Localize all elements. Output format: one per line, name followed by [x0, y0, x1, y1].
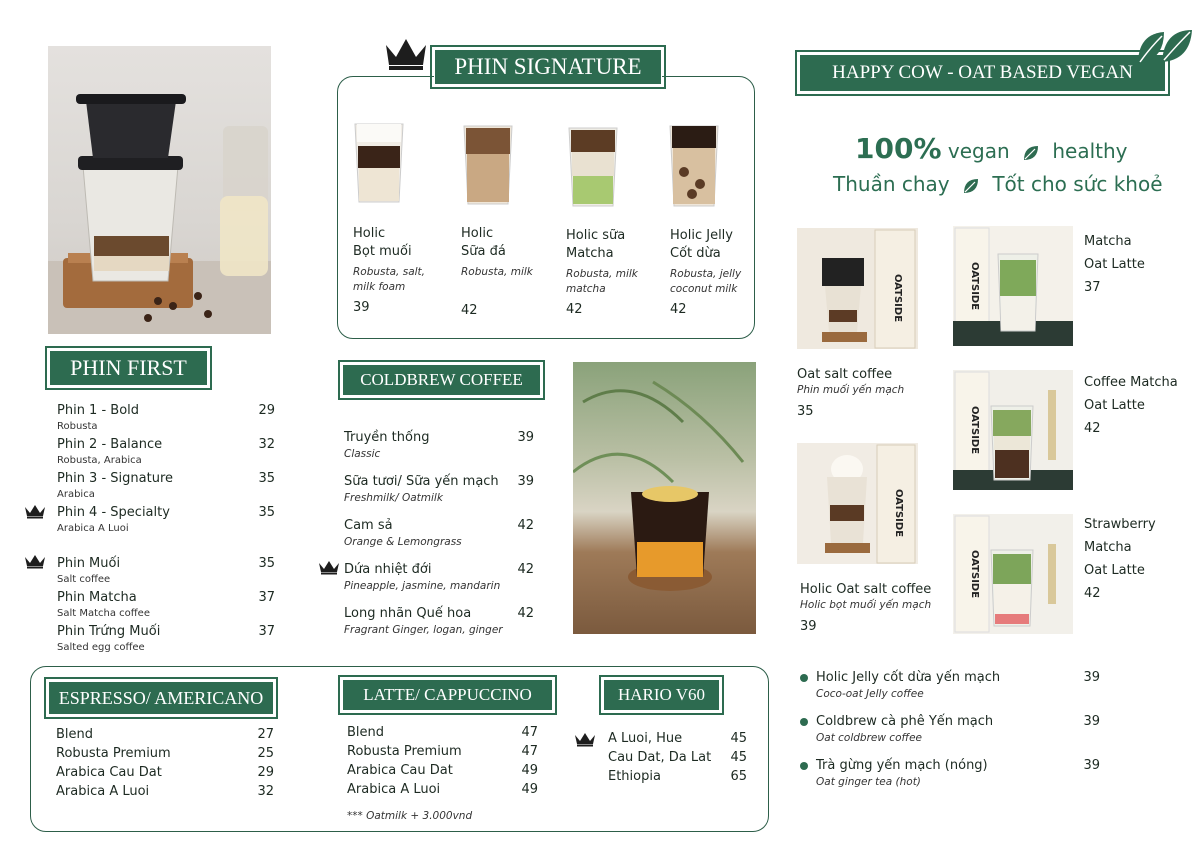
tag-vegan: vegan [947, 139, 1010, 163]
oatside-box-label: OATSIDE [893, 488, 904, 538]
menu-item[interactable] [608, 769, 747, 788]
latte-banner: LATTE/ CAPPUCCINO [342, 679, 553, 711]
item-price: 35 [258, 556, 275, 571]
oatside-box-label: OATSIDE [969, 261, 980, 311]
item-name: Long nhãn Quế hoa [344, 606, 472, 621]
oat-salt-coffee-item[interactable] [797, 367, 904, 419]
item-sub: Salt Matcha coffee [57, 608, 150, 619]
vegan-tagline-1 [855, 132, 1128, 165]
tag-tot-cho-suc-khoe: Tốt cho sức khoẻ [992, 172, 1163, 196]
signature-item-name-line1: Holic Jelly [670, 228, 733, 243]
item-name: Arabica Cau Dat [347, 763, 453, 778]
item-price: 39 [517, 474, 534, 489]
item-name: Cam sả [344, 518, 393, 533]
menu-item[interactable] [57, 556, 275, 590]
item-sub: Robusta, Arabica [57, 455, 142, 466]
signature-item-desc1: Robusta, salt, [353, 266, 426, 278]
bullet-dot [800, 718, 808, 726]
item-sub: Holic bọt muối yến mạch [800, 599, 932, 611]
item-price: 49 [521, 763, 538, 778]
signature-item-1[interactable] [353, 225, 453, 315]
menu-item[interactable] [347, 763, 538, 782]
menu-item[interactable] [57, 403, 275, 437]
signature-item-desc2: coconut milk [670, 283, 738, 295]
signature-item-desc2: matcha [566, 283, 606, 295]
vegan-bullet-list [800, 670, 1100, 802]
menu-item[interactable] [57, 590, 275, 624]
signature-item-name-line2: Bọt muối [353, 244, 412, 259]
item-sub: Robusta [57, 421, 98, 432]
menu-item[interactable] [800, 670, 1100, 714]
item-sub: Freshmilk/ Oatmilk [344, 492, 443, 504]
espresso-banner: ESPRESSO/ AMERICANO [48, 681, 274, 715]
menu-item[interactable] [57, 471, 275, 505]
tag-100-percent: 100% [855, 132, 942, 165]
item-name-line1: Matcha [1084, 234, 1132, 249]
hario-list [608, 731, 747, 788]
item-price: 39 [1083, 758, 1100, 773]
phin-signature-banner: PHIN SIGNATURE [434, 49, 662, 85]
item-name-line1: Coffee Matcha [1084, 375, 1178, 390]
tag-healthy: healthy [1052, 139, 1128, 163]
item-price: 42 [517, 562, 534, 577]
menu-item[interactable] [347, 725, 538, 744]
menu-item[interactable] [344, 518, 534, 562]
item-name: Oat salt coffee [797, 367, 893, 382]
item-name: Phin Muối [57, 556, 121, 571]
item-price: 35 [258, 471, 275, 486]
item-price: 39 [517, 430, 534, 445]
item-sub: Oat coldbrew coffee [816, 732, 922, 744]
item-price: 32 [257, 784, 274, 799]
item-name: Blend [56, 727, 94, 742]
item-sub: Salt coffee [57, 574, 111, 585]
coffee-matcha-oat-latte-illustration [953, 370, 1073, 490]
hario-banner: HARIO V60 [603, 679, 720, 711]
item-name: Trà gừng yến mạch (nóng) [816, 758, 988, 773]
item-name: Robusta Premium [347, 744, 462, 759]
oat-salt-coffee-illustration [797, 228, 918, 349]
item-name: Coldbrew cà phê Yến mạch [816, 714, 994, 729]
menu-item[interactable] [57, 624, 275, 658]
matcha-oat-latte-item[interactable] [1084, 230, 1145, 299]
happy-cow-banner: HAPPY COW - OAT BASED VEGAN [799, 54, 1166, 92]
item-name: Dứa nhiệt đới [344, 562, 432, 577]
item-price: 47 [521, 725, 538, 740]
coldbrew-photo [573, 362, 756, 634]
menu-item[interactable] [344, 474, 534, 518]
item-price: 45 [730, 750, 747, 765]
menu-item[interactable] [344, 606, 534, 650]
holic-oat-salt-photo [797, 443, 918, 564]
item-name: Phin 4 - Specialty [57, 505, 170, 520]
leaf-icon [1022, 144, 1040, 162]
coffee-matcha-oat-latte-photo [953, 370, 1073, 490]
phin-first-list [57, 403, 275, 658]
item-sub: Arabica A Luoi [57, 523, 129, 534]
item-name: Arabica A Luoi [56, 784, 150, 799]
signature-item-2[interactable] [461, 225, 561, 318]
oatmilk-note: *** Oatmilk + 3.000vnd [347, 810, 473, 822]
menu-item[interactable] [57, 437, 275, 471]
item-name: Phin Matcha [57, 590, 137, 605]
phin-coffee-photo [48, 46, 271, 334]
signature-item-name-line2: Cốt dừa [670, 246, 721, 261]
item-name: Arabica A Luoi [347, 782, 441, 797]
coldbrew-banner: COLDBREW COFFEE [342, 364, 541, 396]
menu-item[interactable] [344, 430, 534, 474]
item-sub: Coco-oat Jelly coffee [816, 688, 924, 700]
item-sub: Salted egg coffee [57, 642, 145, 653]
item-sub: Fragrant Ginger, logan, ginger [344, 624, 503, 636]
oatside-box-label: OATSIDE [969, 405, 980, 455]
coldbrew-list [344, 430, 534, 650]
item-name: Phin 3 - Signature [57, 471, 174, 486]
item-price: 37 [258, 624, 275, 639]
item-name: Sữa tươi/ Sữa yến mạch [344, 474, 499, 489]
item-price: 37 [258, 590, 275, 605]
latte-list [347, 725, 538, 801]
item-price: 42 [1084, 586, 1101, 601]
item-sub: Arabica [57, 489, 95, 500]
item-sub: Oat ginger tea (hot) [816, 776, 921, 788]
item-price: 27 [257, 727, 274, 742]
holic-jelly-cot-dua-cup [666, 122, 722, 208]
item-name: Holic Jelly cốt dừa yến mạch [816, 670, 1001, 685]
menu-item[interactable] [800, 714, 1100, 758]
item-price: 45 [730, 731, 747, 746]
crown-icon [383, 35, 429, 71]
signature-item-price: 42 [670, 302, 687, 317]
menu-item[interactable] [608, 750, 747, 769]
signature-item-desc1: Robusta, milk [461, 266, 533, 278]
holic-sua-da-cup [460, 122, 516, 206]
signature-item-name-line2: Matcha [566, 246, 614, 261]
item-name-line3: Oat Latte [1084, 563, 1145, 578]
item-price: 35 [258, 505, 275, 520]
item-price: 29 [258, 403, 275, 418]
item-sub: Phin muối yến mạch [797, 384, 905, 396]
signature-item-name-line2: Sữa đá [461, 244, 506, 259]
item-name: Truyền thống [344, 430, 430, 445]
oatside-box-label: OATSIDE [892, 273, 903, 323]
item-name: Ethiopia [608, 769, 661, 784]
menu-item[interactable] [347, 782, 538, 801]
signature-item-name-line1: Holic [461, 226, 494, 241]
menu-item[interactable] [800, 758, 1100, 802]
menu-item[interactable] [56, 765, 274, 784]
holic-oat-salt-item[interactable] [800, 582, 931, 634]
phin-first-banner: PHIN FIRST [49, 350, 208, 386]
espresso-list [56, 727, 274, 803]
item-name-line1: Strawberry [1084, 517, 1156, 532]
item-price: 25 [257, 746, 274, 761]
leaf-icon [962, 177, 980, 195]
signature-item-desc1: Robusta, milk [566, 268, 638, 280]
bullet-dot [800, 674, 808, 682]
menu-item[interactable] [344, 562, 534, 606]
item-name: Phin Trứng Muối [57, 624, 161, 639]
item-sub: Classic [344, 448, 381, 460]
signature-item-4[interactable] [670, 227, 752, 317]
phin-coffee-illustration [48, 46, 271, 334]
signature-item-price: 42 [461, 303, 478, 318]
item-name: Phin 2 - Balance [57, 437, 163, 452]
matcha-oat-latte-photo [953, 226, 1073, 346]
item-price: 32 [258, 437, 275, 452]
item-price: 42 [517, 606, 534, 621]
item-name: A Luoi, Hue [608, 731, 683, 746]
signature-item-3[interactable] [566, 227, 666, 317]
item-name-line2: Oat Latte [1084, 398, 1145, 413]
item-price: 29 [257, 765, 274, 780]
item-price: 49 [521, 782, 538, 797]
item-name-line2: Oat Latte [1084, 257, 1145, 272]
item-price: 39 [1083, 670, 1100, 685]
item-name: Robusta Premium [56, 746, 171, 761]
holic-oat-salt-illustration [797, 443, 918, 564]
item-price: 65 [730, 769, 747, 784]
crown-icon [24, 503, 46, 519]
signature-item-desc2: milk foam [353, 281, 406, 293]
item-name-line2: Matcha [1084, 540, 1132, 555]
item-name: Cau Dat, Da Lat [608, 750, 712, 765]
strawberry-matcha-oat-latte-illustration [953, 514, 1073, 634]
menu-item[interactable] [56, 784, 274, 803]
item-sub: Pineapple, jasmine, mandarin [344, 580, 501, 592]
item-price: 42 [1084, 421, 1101, 436]
coldbrew-illustration [573, 362, 756, 634]
signature-item-name-line1: Holic [353, 226, 386, 241]
signature-item-price: 39 [353, 300, 370, 315]
strawberry-matcha-oat-latte-photo [953, 514, 1073, 634]
strawberry-matcha-oat-latte-item[interactable] [1084, 513, 1156, 605]
item-name: Blend [347, 725, 385, 740]
menu-item[interactable] [57, 505, 275, 556]
item-price: 42 [517, 518, 534, 533]
coffee-matcha-oat-latte-item[interactable] [1084, 371, 1178, 440]
signature-item-name-line1: Holic sữa [566, 228, 626, 243]
crown-icon [24, 553, 46, 569]
bullet-dot [800, 762, 808, 770]
signature-item-price: 42 [566, 302, 583, 317]
item-name: Arabica Cau Dat [56, 765, 162, 780]
oat-salt-coffee-photo [797, 228, 918, 349]
holic-sua-matcha-cup [565, 124, 621, 208]
matcha-oat-latte-illustration [953, 226, 1073, 346]
menu-item[interactable] [347, 744, 538, 763]
item-price: 39 [1083, 714, 1100, 729]
item-price: 37 [1084, 280, 1101, 295]
menu-item[interactable] [608, 731, 747, 750]
item-name: Holic Oat salt coffee [800, 582, 932, 597]
item-sub: Orange & Lemongrass [344, 536, 462, 548]
leaf-icon [1134, 26, 1194, 70]
item-price: 35 [797, 404, 814, 419]
menu-item[interactable] [56, 746, 274, 765]
tag-thuan-chay: Thuần chay [833, 172, 950, 196]
vegan-tagline-2 [833, 172, 1163, 196]
item-price: 47 [521, 744, 538, 759]
crown-icon [318, 559, 340, 575]
menu-item[interactable] [56, 727, 274, 746]
item-name: Phin 1 - Bold [57, 403, 140, 418]
signature-item-desc1: Robusta, jelly [670, 268, 742, 280]
item-price: 39 [800, 619, 817, 634]
oatside-box-label: OATSIDE [969, 549, 980, 599]
holic-bot-muoi-cup [351, 120, 407, 204]
crown-icon [574, 731, 596, 747]
